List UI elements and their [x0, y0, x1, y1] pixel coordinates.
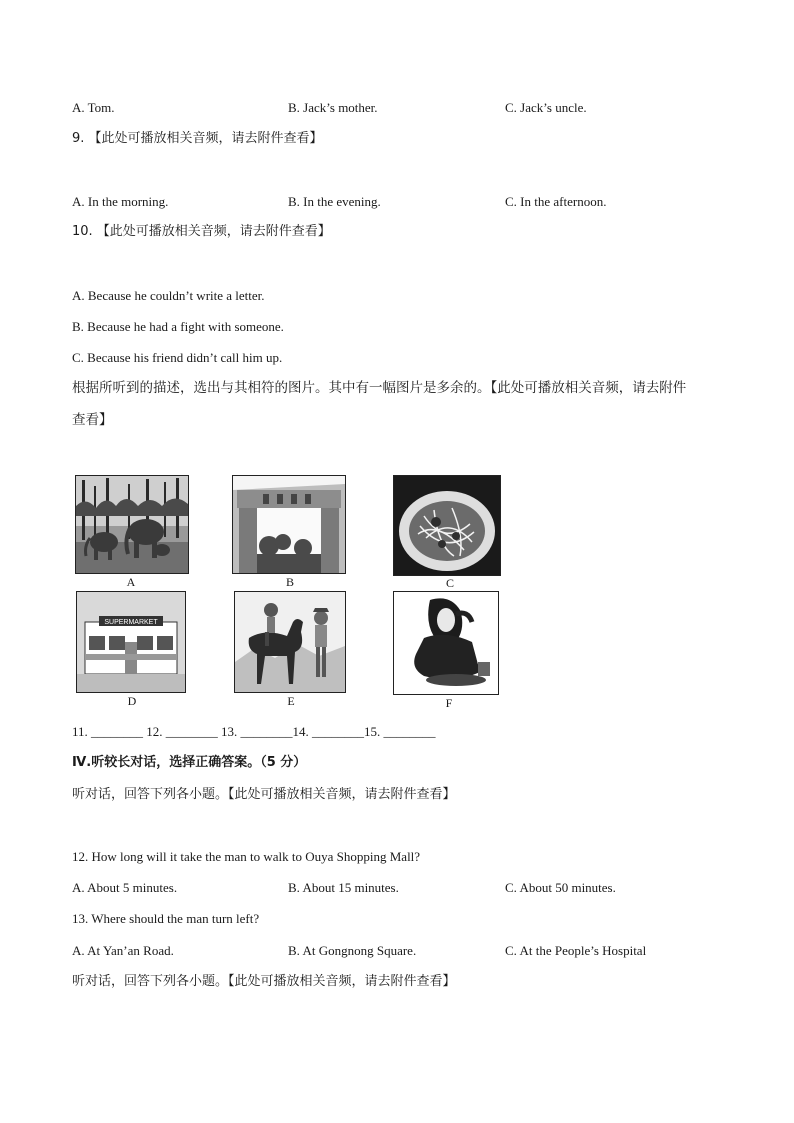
- supermarket-image: [76, 591, 186, 693]
- elephants-image: [75, 475, 189, 574]
- picture-label-e: E: [287, 694, 295, 708]
- q10-option-a: A. Because he couldn’t write a letter.: [72, 288, 265, 303]
- picture-answer-blanks: 11. ________ 12. ________ 13. ________14. ________15. ________: [72, 724, 436, 739]
- section4-instruction: 听对话，回答下列各小题。【此处可播放相关音频，请去附件查看】: [72, 787, 456, 802]
- supermarket-sign: SUPERMARKET: [104, 619, 158, 626]
- q9-option-a: A. In the morning.: [72, 194, 169, 209]
- section4-heading: Ⅳ.听较长对话，选择正确答案。（5 分）: [72, 755, 307, 770]
- picture-label-f: F: [445, 696, 453, 710]
- q10-option-c: C. Because his friend didn’t call him up.: [72, 350, 283, 365]
- q8-option-a: A. Tom.: [72, 100, 115, 115]
- q8-option-b: B. Jack’s mother.: [288, 100, 378, 115]
- q12-option-b: B. About 15 minutes.: [288, 880, 399, 895]
- q13-question: 13. Where should the man turn left?: [72, 911, 260, 926]
- picture-label-b: B: [285, 575, 294, 589]
- q12-question: 12. How long will it take the man to walk to Ouya Shopping Mall?: [72, 849, 421, 864]
- q10-option-b: B. Because he had a fight with someone.: [72, 319, 284, 334]
- q12-option-c: C. About 50 minutes.: [505, 880, 616, 895]
- picture-label-c: C: [445, 576, 454, 590]
- final-instruction: 听对话，回答下列各小题。【此处可播放相关音频，请去附件查看】: [72, 974, 456, 989]
- picture-instruction-line2: 查看】: [72, 412, 113, 428]
- q13-option-a: A. At Yan’an Road.: [72, 943, 174, 958]
- q9-option-c: C. In the afternoon.: [505, 194, 607, 209]
- q13-option-b: B. At Gongnong Square.: [288, 943, 417, 958]
- q8-option-c: C. Jack’s uncle.: [505, 100, 587, 115]
- picture-instruction-line1: 根据所听到的描述，选出与其相符的图片。其中有一幅图片是多余的。【此处可播放相关音频，请去附件: [72, 380, 687, 396]
- picture-label-a: A: [126, 575, 136, 589]
- gate-image: [232, 475, 346, 574]
- picture-label-d: D: [127, 694, 137, 708]
- q9-option-b: B. In the evening.: [288, 194, 381, 209]
- q12-option-a: A. About 5 minutes.: [72, 880, 178, 895]
- horse-riding-image: [234, 591, 346, 693]
- q9-prompt: 9. 【此处可播放相关音频，请去附件查看】: [72, 131, 323, 146]
- q13-option-c: C. At the People’s Hospital: [505, 943, 647, 958]
- noodles-image: [393, 475, 501, 576]
- girl-image: [393, 591, 499, 695]
- q10-prompt: 10. 【此处可播放相关音频，请去附件查看】: [72, 224, 331, 239]
